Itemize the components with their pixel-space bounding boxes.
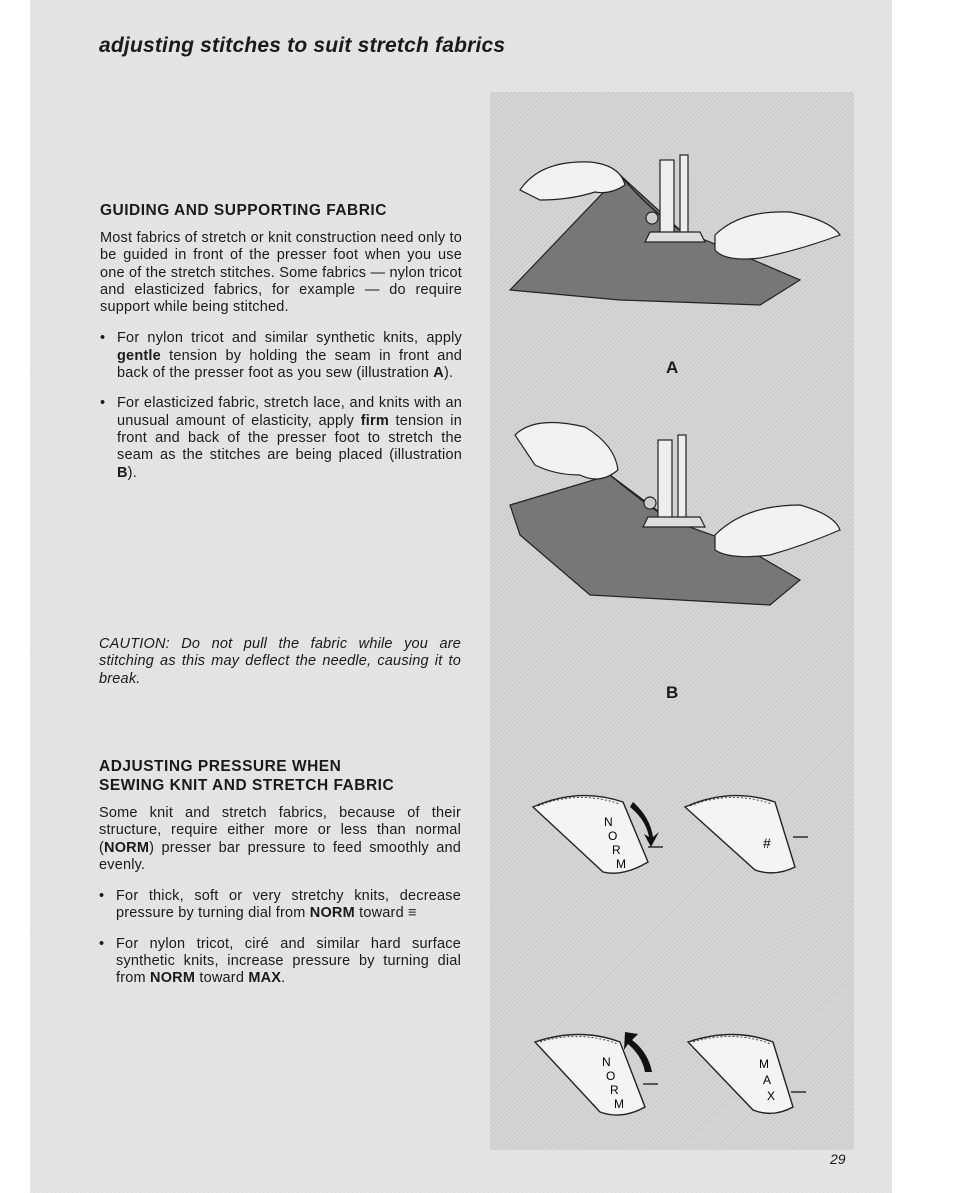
list-item: • For nylon tricot, ciré and similar hard surface synthetic knits, increase pressure by turning dial from NORM toward MAX. [99, 936, 461, 988]
svg-text:X: X [767, 1089, 776, 1103]
right-hand-a [715, 212, 840, 259]
svg-text:#: # [763, 835, 771, 851]
caution-note: CAUTION: Do not pull the fabric while you are stitching as this may deflect the needle, causing it to break. [99, 636, 461, 687]
svg-text:M: M [759, 1057, 769, 1071]
list-item: • For elasticized fabric, stretch lace, and knits with an unusual amount of elasticity, apply firm tension in front and back of the presser foot to stretch the seam as the stitches are being placed (illustration B). [100, 395, 462, 481]
left-hand-b [515, 423, 618, 480]
guiding-intro: Most fabrics of stretch or knit construction need only to be guided in front of the presser foot when you use one of the stretch stitches. Some fabrics — nylon tricot and elasticized fabrics, for example — do require support while being stitched. [100, 230, 462, 316]
list-item: • For nylon tricot and similar synthetic knits, apply gentle tension by holding the seam in front and back of the presser foot as you sew (illustration A). [100, 330, 462, 382]
dial-norm-increase [530, 1022, 680, 1122]
presser-foot-b [643, 517, 705, 527]
illustration-a-drawing [500, 140, 850, 330]
pressure-section [99, 757, 461, 1001]
guiding-section [100, 201, 462, 495]
svg-text:R: R [610, 1083, 619, 1097]
illustration-b-drawing [500, 405, 850, 615]
pressure-bullets [99, 888, 461, 987]
guiding-heading: GUIDING AND SUPPORTING FABRIC [100, 202, 387, 219]
illustration-a-label: A [666, 358, 679, 377]
svg-text:O: O [606, 1069, 616, 1083]
needle-bar-b [678, 435, 686, 520]
page-number: 29 [830, 1151, 846, 1167]
guiding-bullets [100, 330, 462, 481]
page-title: adjusting stitches to suit stretch fabrics [99, 34, 506, 57]
svg-text:O: O [608, 829, 618, 843]
dial-max-pressure [683, 1022, 823, 1122]
dial-low-pressure [680, 782, 820, 882]
thumb-screw-b [644, 497, 656, 509]
illustration-b-label: B [666, 683, 679, 702]
presser-foot-a [645, 232, 705, 242]
list-item: • For thick, soft or very stretchy knits, decrease pressure by turning dial from NORM toward ≡ [99, 888, 461, 923]
right-hand-b [715, 505, 840, 557]
thumb-screw-a [646, 212, 658, 224]
pressure-intro: Some knit and stretch fabrics, because of their structure, require either more or less than normal (NORM) presser bar pressure to feed smoothly and evenly. [99, 805, 461, 873]
svg-text:R: R [612, 843, 621, 857]
low-pressure-symbol-icon: ≡ [408, 905, 417, 922]
svg-text:N: N [602, 1055, 611, 1069]
dial-norm-decrease [528, 782, 678, 882]
presser-bar-b [658, 440, 672, 520]
pressure-heading: ADJUSTING PRESSURE WHEN SEWING KNIT AND STRETCH FABRIC [99, 758, 395, 794]
svg-text:N: N [604, 815, 613, 829]
svg-text:A: A [763, 1073, 772, 1087]
presser-bar-a [660, 160, 674, 235]
svg-text:M: M [614, 1097, 624, 1111]
svg-text:M: M [616, 857, 626, 871]
needle-bar-a [680, 155, 688, 235]
